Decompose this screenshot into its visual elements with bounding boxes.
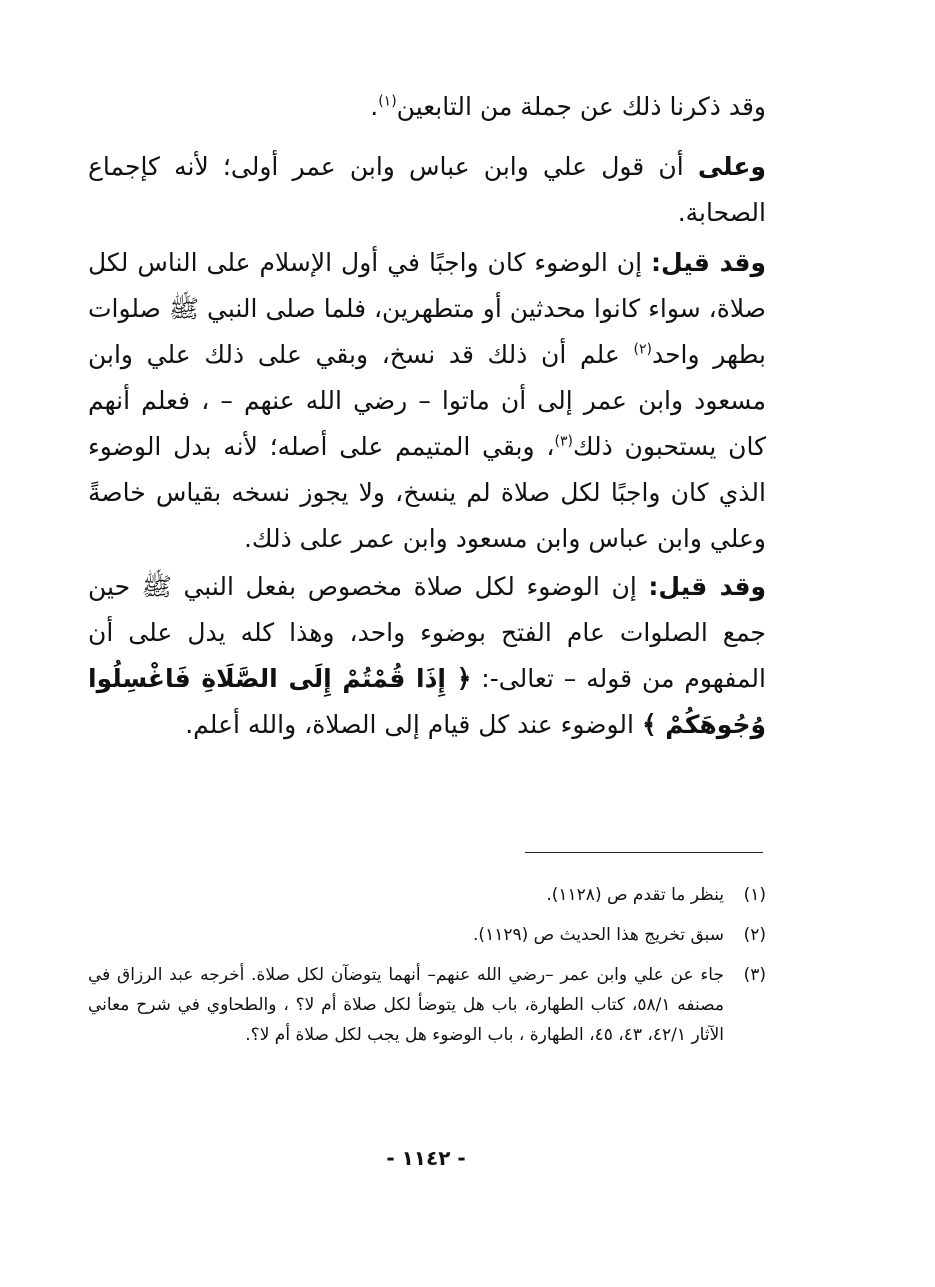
paragraph-3-part-3: ، وبقي المتيمم على أصله؛ لأنه بدل الوضوء الذي كان واجبًا لكل صلاة لم ينسخ، ولا يجوز نسخه بقياس خاصةً وعلي وابن عباس وابن مسعود وابن عمر على ذلك. [88,432,766,553]
paragraph-4-part-1: إن الوضوء لكل صلاة مخصوص بفعل النبي ﷺ حين جمع الصلوات عام الفتح بوضوء واحد، وهذا كله يدل على أن المفهوم من قوله – تعالى-: [88,572,766,693]
footnote-ref-3: (٣) [554,433,573,450]
footnote-1 [88,880,766,910]
footnote-number: (٣) [743,965,766,985]
footnote-text: ينظر ما تقدم ص (١١٢٨). [546,885,724,905]
page-number: - ١١٤٢ - [386,1146,466,1170]
paragraph-2-text: أن قول علي وابن عباس وابن عمر أولى؛ لأنه كإجماع الصحابة. [88,152,766,227]
footnote-separator [525,852,763,853]
footnote-text: سبق تخريج هذا الحديث ص (١١٢٩). [473,925,724,945]
footnotes [88,880,766,1060]
paragraph-4-part-2: الوضوء عند كل قيام إلى الصلاة، والله أعلم. [185,710,642,739]
footnote-ref-1: (١) [378,93,397,110]
footnote-number: (٢) [743,925,766,945]
paragraph-4 [88,564,766,748]
footnote-2 [88,920,766,950]
footnote-3 [88,960,766,1050]
paragraph-1-end: . [370,92,379,121]
paragraph-3-part-2: علم أن ذلك قد نسخ، وبقي على ذلك علي وابن مسعود وابن عمر إلى أن ماتوا – رضي الله عنهم – ، فعلم أنهم كان يستحبون ذلك [88,340,766,461]
paragraph-2-lead: وعلى [697,152,766,181]
quran-verse: ﴿ إِذَا قُمْتُمْ إِلَى الصَّلَاةِ فَاغْسِلُوا وُجُوهَكُمْ ﴾ [88,664,766,739]
paragraph-3-part-1: إن الوضوء كان واجبًا في أول الإسلام على الناس لكل صلاة، سواء كانوا محدثين أو متطهرين، فلما صلى النبي ﷺ صلوات بطهر واحد [88,248,766,369]
footnote-number: (١) [743,885,766,905]
footnote-ref-2: (٢) [633,341,652,358]
paragraph-2 [88,144,766,236]
paragraph-1 [88,84,766,130]
paragraph-3-lead: وقد قيل: [651,248,766,277]
paragraph-4-lead: وقد قيل: [648,572,766,601]
paragraph-3 [88,240,766,562]
footnote-text: جاء عن علي وابن عمر –رضي الله عنهم– أنهما يتوضآن لكل صلاة. أخرجه عبد الرزاق في مصنفه ٥٨/١، كتاب الطهارة، باب هل يتوضأ لكل صلاة أم لا؟ ، والطحاوي في شرح معاني الآثار ٤٢/١، ٤٣، ٤٥، الطهارة ، باب الوضوء هل يجب لكل صلاة أم لا؟. [88,965,724,1045]
paragraph-1-text: وقد ذكرنا ذلك عن جملة من التابعين [396,92,766,121]
